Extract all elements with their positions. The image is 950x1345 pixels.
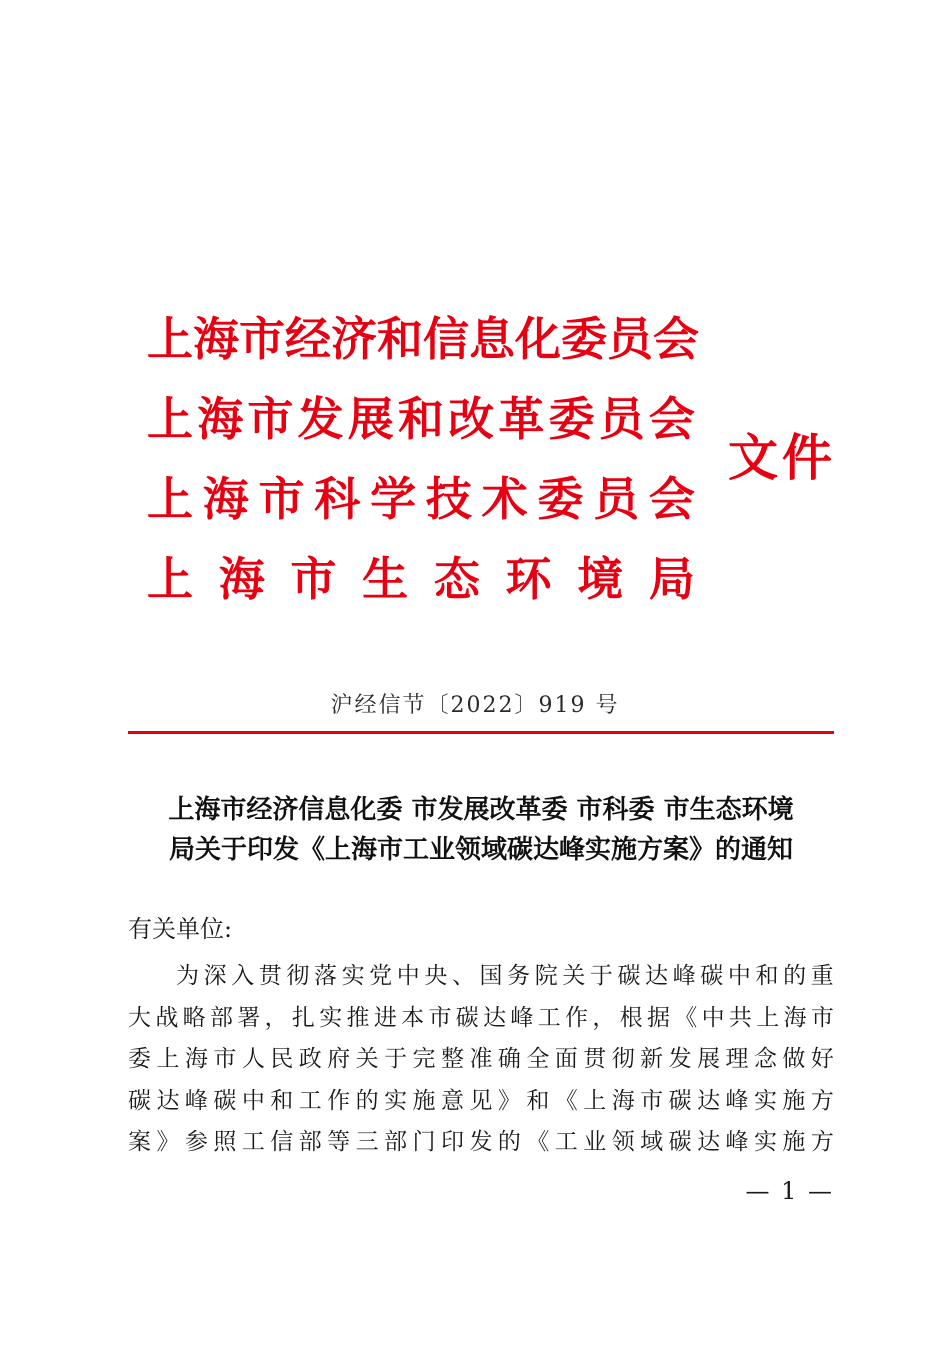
glyph: 息 xyxy=(469,312,515,366)
glyph: 会 xyxy=(653,312,699,366)
glyph: 确 xyxy=(497,1046,521,1072)
glyph: 实 xyxy=(753,1087,777,1114)
glyph: 峰 xyxy=(510,1004,534,1031)
glyph: 海 xyxy=(193,312,239,366)
glyph: 人 xyxy=(241,1046,265,1072)
glyph: 彻 xyxy=(286,963,310,989)
glyph: 做 xyxy=(782,1046,806,1072)
glyph: 作 xyxy=(327,1087,351,1114)
glyph: 党 xyxy=(369,963,393,989)
glyph: 发 xyxy=(297,392,344,446)
glyph: 技 xyxy=(425,472,472,526)
glyph: 的 xyxy=(497,1129,521,1155)
glyph: 落 xyxy=(313,963,337,989)
glyph: 峰 xyxy=(184,1087,208,1114)
glyph: 员 xyxy=(607,312,653,366)
glyph: 达 xyxy=(645,963,669,989)
glyph: 和 xyxy=(526,1087,550,1114)
glyph: 峰 xyxy=(672,963,696,989)
glyph: 信 xyxy=(423,312,469,366)
glyph: 方 xyxy=(810,1087,834,1114)
glyph: 展 xyxy=(347,392,394,446)
glyph: 共 xyxy=(728,1004,752,1031)
glyph: 工 xyxy=(241,1129,265,1155)
glyph: 峰 xyxy=(725,1129,749,1155)
glyph: 、 xyxy=(451,963,475,989)
glyph: 国 xyxy=(479,963,503,989)
glyph: 碳 xyxy=(668,1087,692,1114)
glyph: 碳 xyxy=(213,1087,237,1114)
glyph: 略 xyxy=(182,1004,206,1031)
glyph: 据 xyxy=(646,1004,670,1031)
glyph: 上 xyxy=(147,552,193,606)
issuer-line xyxy=(147,310,699,368)
glyph: 局 xyxy=(648,552,695,606)
glyph: 达 xyxy=(483,1004,507,1031)
glyph: 科 xyxy=(314,472,361,526)
glyph: 域 xyxy=(640,1129,664,1155)
glyph: 市 xyxy=(258,472,305,526)
glyph: 碳 xyxy=(668,1129,692,1155)
glyph: 入 xyxy=(231,963,255,989)
glyph: 的 xyxy=(783,963,807,989)
glyph: 化 xyxy=(515,312,561,366)
glyph: 碳 xyxy=(455,1004,479,1031)
glyph: 全 xyxy=(526,1046,550,1072)
glyph: 海 xyxy=(202,472,249,526)
glyph: 达 xyxy=(156,1087,180,1114)
glyph: 新 xyxy=(640,1046,664,1072)
glyph: 工 xyxy=(298,1087,322,1114)
glyph: 上 xyxy=(756,1004,780,1031)
glyph: 关 xyxy=(562,963,586,989)
glyph: 中 xyxy=(396,963,420,989)
glyph: 贯 xyxy=(583,1046,607,1072)
issuer-line xyxy=(147,390,695,448)
glyph: 推 xyxy=(346,1004,370,1031)
glyph: 峰 xyxy=(725,1087,749,1114)
glyph: 作 xyxy=(565,1004,588,1031)
glyph: 经 xyxy=(285,312,331,366)
glyph: 根 xyxy=(619,1004,643,1031)
glyph: 三 xyxy=(355,1129,379,1155)
glyph: 《 xyxy=(674,1004,698,1031)
glyph: 《 xyxy=(526,1129,550,1155)
glyph: 发 xyxy=(668,1046,692,1072)
glyph: 中 xyxy=(241,1087,265,1114)
glyph: 上 xyxy=(156,1046,180,1072)
glyph: 大 xyxy=(128,1004,151,1031)
glyph: 政 xyxy=(298,1046,322,1072)
glyph: 发 xyxy=(469,1129,493,1155)
glyph: 重 xyxy=(810,963,834,989)
glyph: 展 xyxy=(697,1046,721,1072)
glyph: 工 xyxy=(554,1129,578,1155)
glyph: 环 xyxy=(505,552,552,606)
glyph: 海 xyxy=(197,392,244,446)
glyph: 施 xyxy=(782,1129,806,1155)
glyph: 》 xyxy=(497,1087,521,1114)
glyph: 和 xyxy=(755,963,779,989)
title-line-2: 局关于印发《上海市工业领域碳达峰实施方案》的通知 xyxy=(168,835,793,865)
glyph: 署 xyxy=(237,1004,261,1031)
glyph: 进 xyxy=(373,1004,397,1031)
glyph: 战 xyxy=(155,1004,179,1031)
glyph: 境 xyxy=(577,552,624,606)
body-line xyxy=(128,1039,834,1081)
body-line xyxy=(128,1081,834,1123)
glyph: 海 xyxy=(783,1004,807,1031)
glyph: 面 xyxy=(554,1046,578,1072)
glyph: 和 xyxy=(377,312,423,366)
glyph: 学 xyxy=(370,472,417,526)
glyph: 态 xyxy=(433,552,480,606)
body-line xyxy=(128,956,834,998)
glyph: ， xyxy=(264,1004,288,1031)
glyph: 革 xyxy=(498,392,545,446)
glyph: 印 xyxy=(440,1129,464,1155)
glyph: 部 xyxy=(298,1129,322,1155)
glyph: 领 xyxy=(611,1129,635,1155)
glyph: 济 xyxy=(331,312,377,366)
glyph: 委 xyxy=(561,312,607,366)
glyph: 委 xyxy=(548,392,595,446)
glyph: 》 xyxy=(156,1129,180,1155)
glyph: 意 xyxy=(440,1087,464,1114)
glyph: 案 xyxy=(128,1129,151,1155)
glyph: 施 xyxy=(782,1087,806,1114)
glyph: 好 xyxy=(810,1046,834,1072)
glyph: 碳 xyxy=(617,963,641,989)
glyph: 院 xyxy=(534,963,558,989)
page-number: — 1 — xyxy=(745,1177,834,1205)
glyph: 员 xyxy=(593,472,640,526)
glyph: 生 xyxy=(362,552,409,606)
glyph: 部 xyxy=(209,1004,233,1031)
glyph: 市 xyxy=(213,1046,237,1072)
glyph: 中 xyxy=(701,1004,725,1031)
salutation: 有关单位: xyxy=(128,915,233,943)
issuer-line xyxy=(147,470,695,528)
glyph: 为 xyxy=(176,963,199,989)
issuer-line xyxy=(147,550,695,608)
glyph: 委 xyxy=(128,1046,151,1072)
document-number: 沪经信节〔2022〕919 号 xyxy=(330,693,620,718)
glyph: 市 xyxy=(428,1004,452,1031)
glyph: 民 xyxy=(270,1046,294,1072)
issuer-block xyxy=(147,310,699,630)
glyph: 碳 xyxy=(700,963,724,989)
glyph: 施 xyxy=(412,1087,436,1114)
glyph: 会 xyxy=(648,472,695,526)
glyph: 改 xyxy=(448,392,495,446)
glyph: 于 xyxy=(384,1046,408,1072)
glyph: 理 xyxy=(725,1046,749,1072)
glyph: 贯 xyxy=(258,963,282,989)
document-title xyxy=(128,790,834,870)
glyph: 央 xyxy=(424,963,448,989)
glyph: 深 xyxy=(203,963,227,989)
glyph: 中 xyxy=(727,963,751,989)
glyph: 市 xyxy=(290,552,337,606)
glyph: 上 xyxy=(583,1087,607,1114)
glyph: 和 xyxy=(270,1087,294,1114)
glyph: 准 xyxy=(469,1046,493,1072)
glyph: 照 xyxy=(213,1129,237,1155)
glyph: 会 xyxy=(648,392,695,446)
glyph: 市 xyxy=(640,1087,664,1114)
glyph: 市 xyxy=(810,1004,834,1031)
glyph: ， xyxy=(592,1004,616,1031)
glyph: 业 xyxy=(583,1129,607,1155)
glyph: 彻 xyxy=(611,1046,635,1072)
glyph: 委 xyxy=(537,472,584,526)
glyph: 市 xyxy=(247,392,294,446)
glyph: 方 xyxy=(810,1129,834,1155)
body-line xyxy=(128,998,834,1040)
glyph: 见 xyxy=(469,1087,493,1114)
red-separator-line xyxy=(128,731,834,734)
glyph: 实 xyxy=(341,963,365,989)
glyph: 本 xyxy=(401,1004,425,1031)
glyph: 上 xyxy=(147,392,193,446)
glyph: 实 xyxy=(384,1087,408,1114)
glyph: 和 xyxy=(397,392,444,446)
glyph: 碳 xyxy=(128,1087,151,1114)
glyph: 务 xyxy=(507,963,531,989)
glyph: 上 xyxy=(147,312,193,366)
glyph: 实 xyxy=(753,1129,777,1155)
glyph: 达 xyxy=(697,1129,721,1155)
glyph: 术 xyxy=(481,472,528,526)
glyph: 达 xyxy=(697,1087,721,1114)
glyph: 府 xyxy=(327,1046,351,1072)
glyph: 上 xyxy=(147,472,193,526)
glyph: 参 xyxy=(184,1129,208,1155)
glyph: 员 xyxy=(598,392,645,446)
glyph: 关 xyxy=(355,1046,379,1072)
glyph: 市 xyxy=(239,312,285,366)
document-type-label: 文件 xyxy=(728,428,836,487)
glyph: 等 xyxy=(327,1129,351,1155)
glyph: 扎 xyxy=(291,1004,315,1031)
glyph: 完 xyxy=(412,1046,436,1072)
title-line-1: 上海市经济信息化委 市发展改革委 市科委 市生态环境 xyxy=(168,795,794,825)
glyph: 海 xyxy=(218,552,265,606)
glyph: 信 xyxy=(270,1129,294,1155)
glyph: 于 xyxy=(589,963,613,989)
body-line xyxy=(128,1122,834,1164)
glyph: 门 xyxy=(412,1129,436,1155)
glyph: 的 xyxy=(355,1087,379,1114)
glyph: 工 xyxy=(537,1004,561,1031)
glyph: 念 xyxy=(753,1046,777,1072)
glyph: 整 xyxy=(440,1046,464,1072)
glyph: 部 xyxy=(384,1129,408,1155)
glyph: 海 xyxy=(611,1087,635,1114)
glyph: 实 xyxy=(319,1004,343,1031)
glyph: 海 xyxy=(184,1046,208,1072)
body-paragraph xyxy=(128,956,834,1164)
glyph: 《 xyxy=(554,1087,578,1114)
